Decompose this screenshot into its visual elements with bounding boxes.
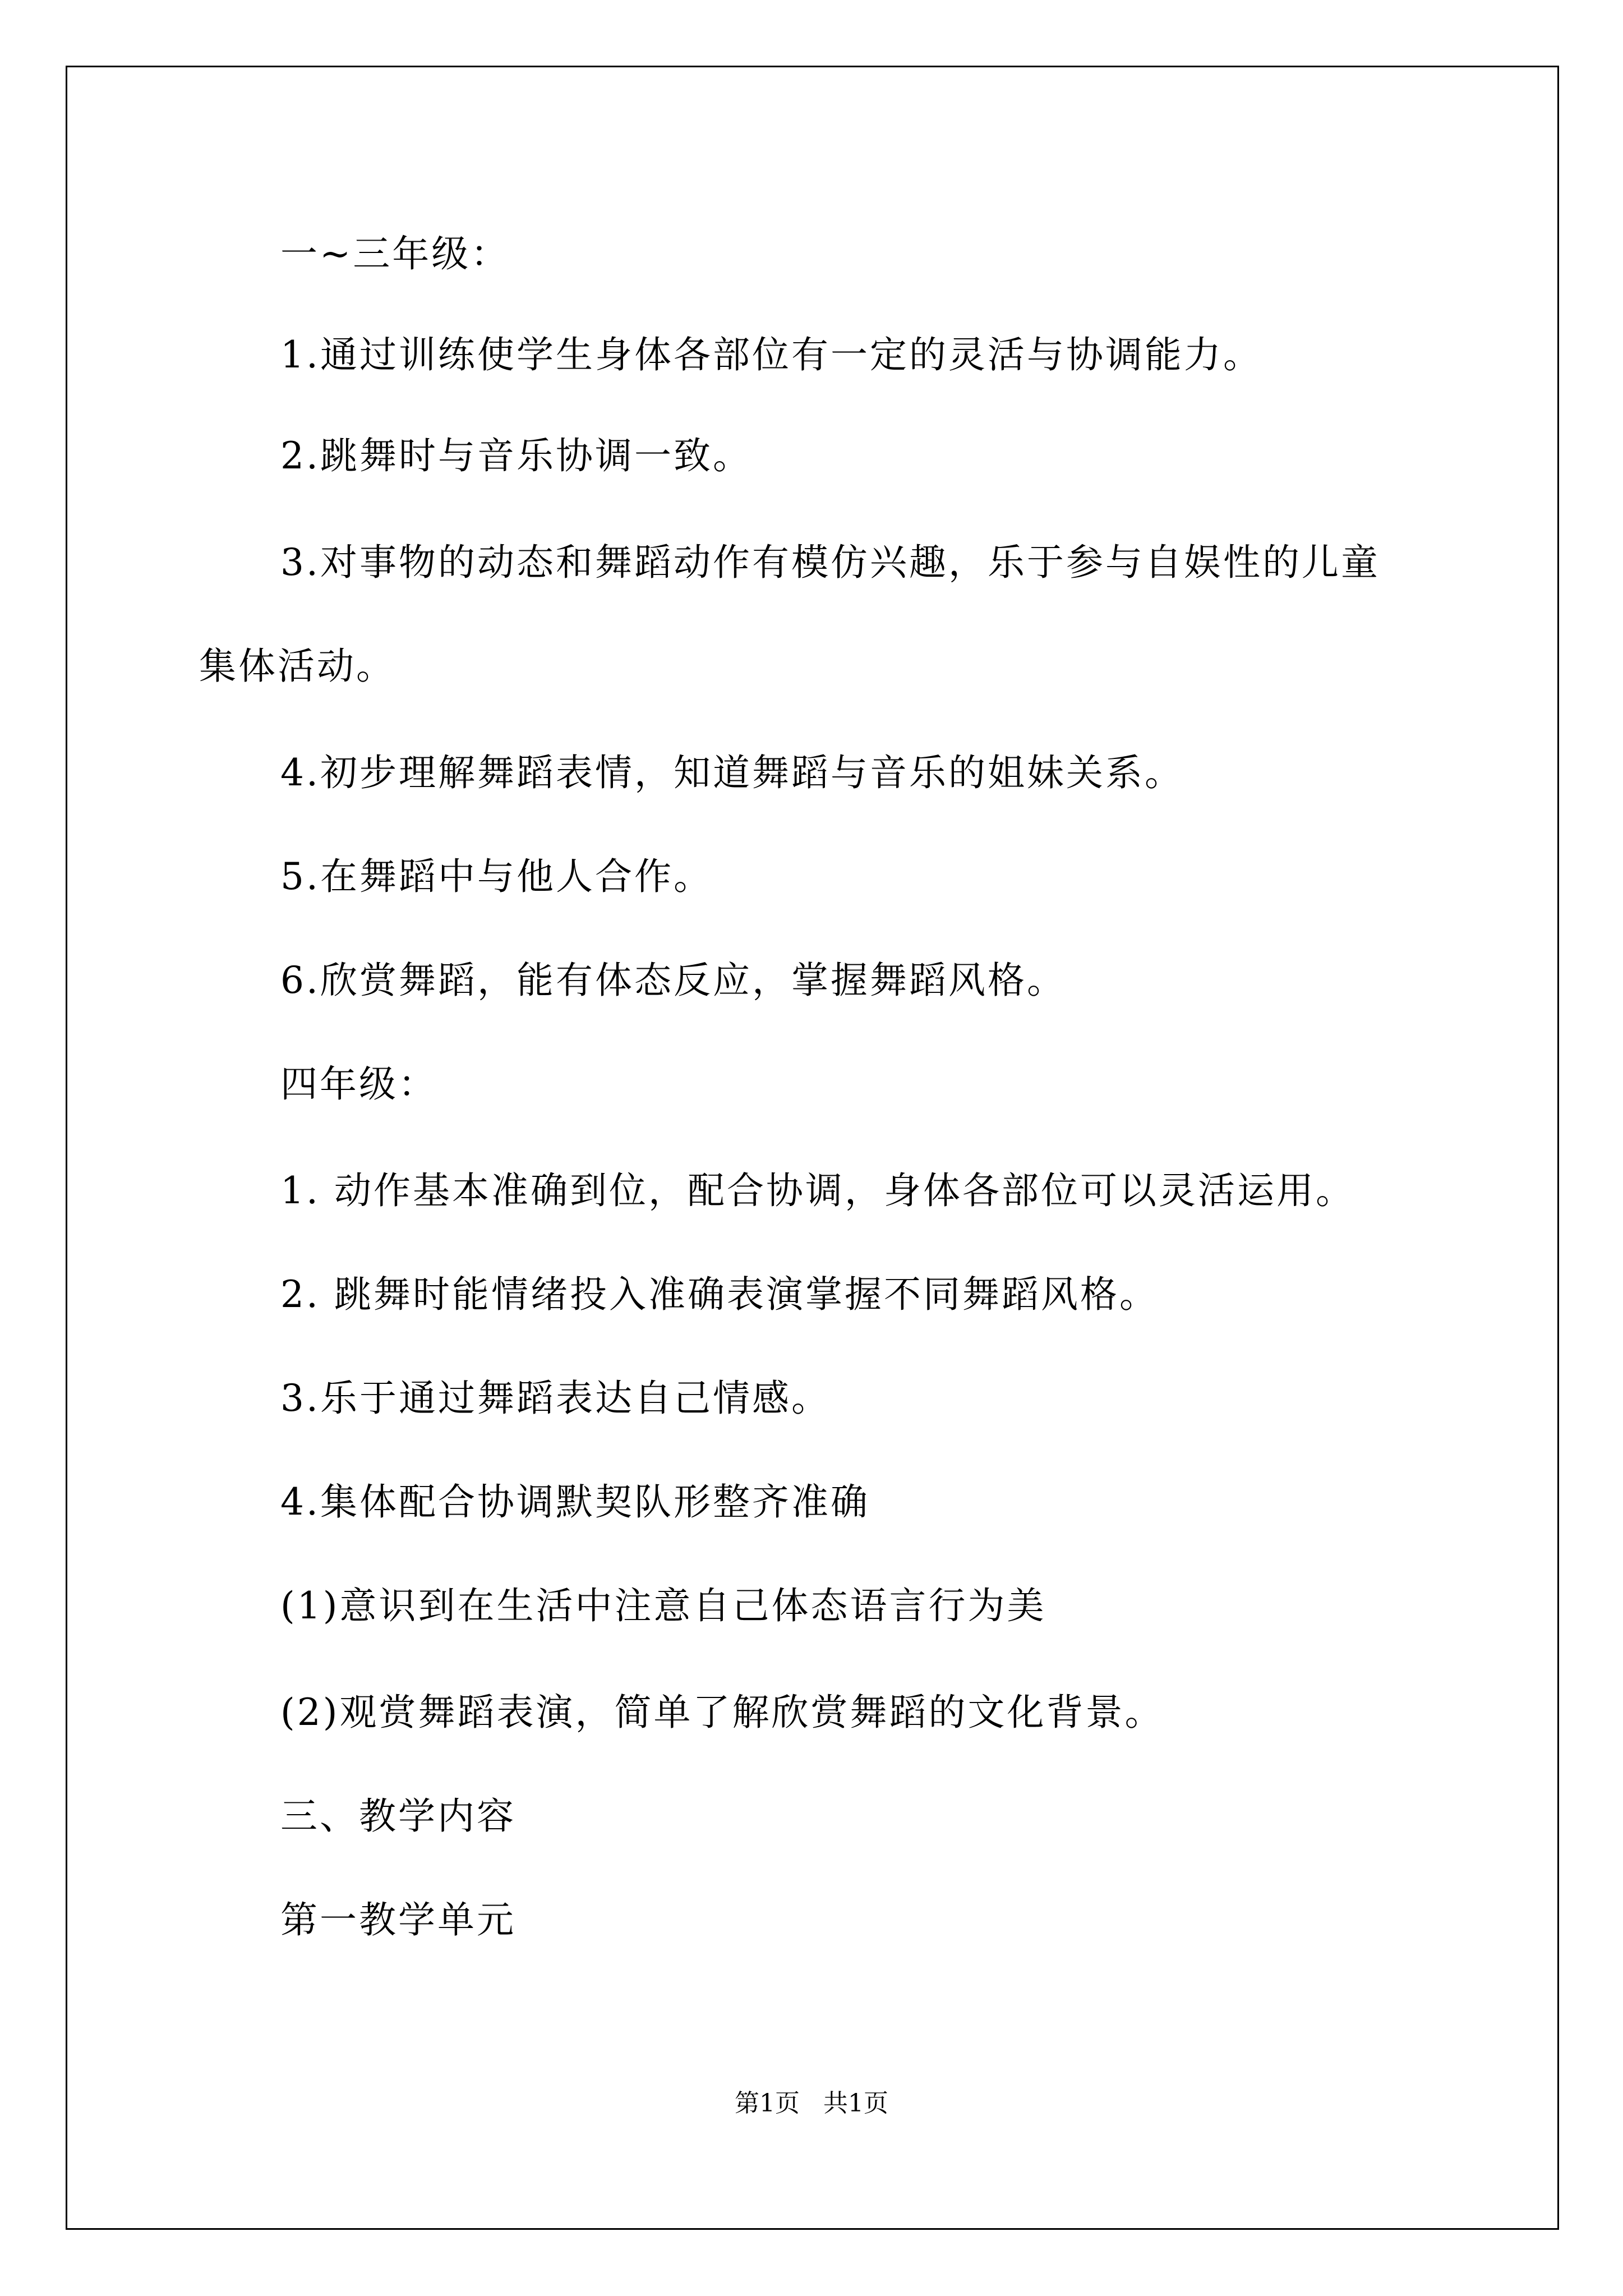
paragraph-subgoal-1: (1)意识到在生活中注意自己体态语言行为美 [280,1584,1046,1627]
paragraph-grade4-goal-3: 3.乐于通过舞蹈表达自己情感。 [280,1377,831,1420]
page-footer: 第1页 共1页 [735,2089,888,2118]
paragraph-grade4-goal-4: 4.集体配合协调默契队形整齐准确 [280,1480,870,1524]
paragraph-goal-5: 5.在舞蹈中与他人合作。 [280,855,713,898]
paragraph-goal-3: 3.对事物的动态和舞蹈动作有模仿兴趣，乐于参与自娱性的儿童 [280,541,1380,584]
paragraph-grade4-goal-2: 2. 跳舞时能情绪投入准确表演掌握不同舞蹈风格。 [280,1273,1159,1316]
paragraph-goal-2: 2.跳舞时与音乐协调一致。 [280,434,752,477]
heading-teaching-content: 三、教学内容 [280,1795,516,1838]
paragraph-goal-3-continued: 集体活动。 [199,645,395,688]
heading-unit-1: 第一教学单元 [280,1898,516,1941]
paragraph-goal-1: 1.通过训练使学生身体各部位有一定的灵活与协调能力。 [280,333,1262,376]
paragraph-goal-6: 6.欣赏舞蹈，能有体态反应，掌握舞蹈风格。 [280,959,1066,1002]
paragraph-goal-4: 4.初步理解舞蹈表情，知道舞蹈与音乐的姐妹关系。 [280,751,1184,794]
heading-grade-4: 四年级： [280,1062,437,1106]
paragraph-grade4-goal-1: 1. 动作基本准确到位，配合协调，身体各部位可以灵活运用。 [280,1169,1355,1212]
heading-grades-1-3: 一~三年级： [280,232,510,275]
paragraph-subgoal-2: (2)观赏舞蹈表演，简单了解欣赏舞蹈的文化背景。 [280,1691,1164,1734]
